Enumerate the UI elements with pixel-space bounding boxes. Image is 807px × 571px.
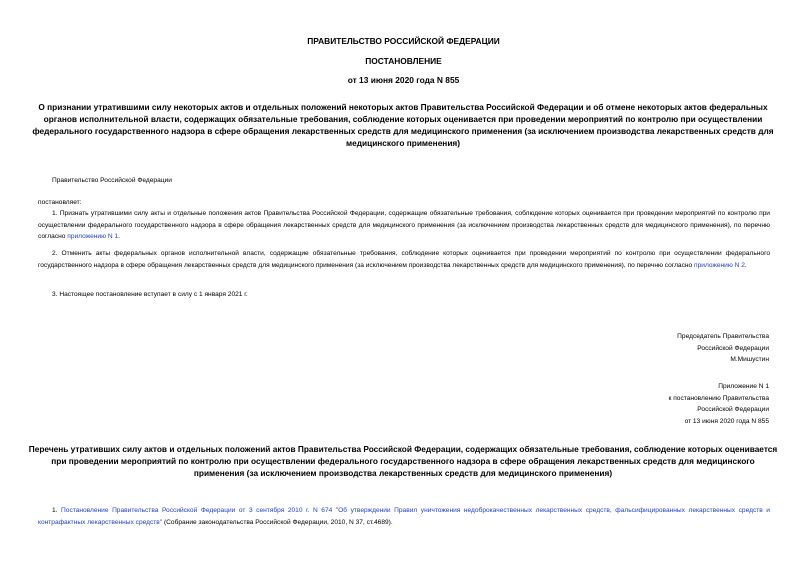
clause-2-text: 2. Отменить акты федеральных органов исполнительной власти, содержащие обязательные требования, соблюдение которых оценивается при проведении мероприятий по контролю при осуществлении федерального государственного надзора в сфере обращения лекарственных средств для медицинского применения (за исключением производства лекарственных средств для медицинского применения), по перечню согласно (38, 250, 770, 269)
appendix-item-1-rest: (Собрание законодательства Российской Федерации, 2010, N 37, ст.4689). (162, 518, 393, 526)
appendix-1-link[interactable]: приложению N 1 (67, 233, 119, 240)
document-date-number: от 13 июня 2020 года N 855 (347, 75, 460, 85)
clause-1-end: . (118, 233, 120, 240)
signature-country: Российской Федерации (697, 344, 769, 352)
signature-name: М.Мишустин (730, 356, 769, 363)
appendix-header-line3: Российской Федерации (697, 406, 769, 413)
clause-1 (38, 208, 770, 243)
government-heading: ПРАВИТЕЛЬСТВО РОССИЙСКОЙ ФЕДЕРАЦИИ (307, 36, 500, 46)
appendix-2-link[interactable]: приложению N 2 (694, 261, 745, 269)
appendix-item-1-link[interactable]: Постановление Правительства Российской Федерации от 3 сентября 2010 г. N 674 "Об утверждении Правил уничтожения недоброкачественных лекарственных средств, фальсифицированных лекарственных средств и контрафактных лекарственных средств" (38, 507, 770, 526)
appendix-item-1-number: 1. (52, 507, 62, 514)
appendix-header (469, 381, 769, 427)
signature-position: Председатель Правительства (677, 333, 769, 340)
appendix-header-line4: от 13 июня 2020 года N 855 (684, 417, 769, 425)
clause-1-text: 1. Признать утратившими силу акты и отдельные положения актов Правительства Российской Федерации, содержащие обязательные требования, соблюдение которых оценивается при проведении мероприятий по контролю при осуществлении федерального государственного надзора в сфере обращения лекарственных средств для медицинского применения (за исключением производства лекарственных средств для медицинского применения), по перечню согласно (38, 210, 770, 240)
clause-2 (38, 248, 770, 271)
document-title: О признании утратившими силу некоторых актов и отдельных положений некоторых актов Правительства Российской Федерации и об отмене некоторых актов федеральных органов исполнительной власти, содержащих обязательные требования, соблюдение которых оценивается при проведении мероприятий по контролю при осуществлении федерального государственного надзора в сфере обращения лекарственных средств для медицинского применения (за исключением производства лекарственных средств для медицинского применения) (32, 102, 774, 148)
appendix-item-1 (38, 505, 770, 528)
clause-2-end: . (744, 261, 747, 269)
appendix-header-line1: Приложение N 1 (718, 383, 769, 390)
appendix-header-line2: к постановлению Правительства (668, 394, 769, 402)
signature-block (469, 331, 769, 366)
document-type: ПОСТАНОВЛЕНИЕ (365, 56, 442, 66)
clause-3: 3. Настоящее постановление вступает в силу с 1 января 2021 г. (52, 291, 248, 298)
appendix-title: Перечень утративших силу актов и отдельных положений актов Правительства Российской Федерации, содержащих обязательные требования, соблюдение которых оценивается при проведении мероприятий по контролю при осуществлении федерального государственного надзора в сфере обращения лекарственных средств для медицинского применения (за исключением производства лекарственных средств для медицинского применения) (28, 444, 778, 478)
issuer: Правительство Российской Федерации (52, 177, 172, 184)
resolves-word: постановляет: (38, 199, 82, 206)
